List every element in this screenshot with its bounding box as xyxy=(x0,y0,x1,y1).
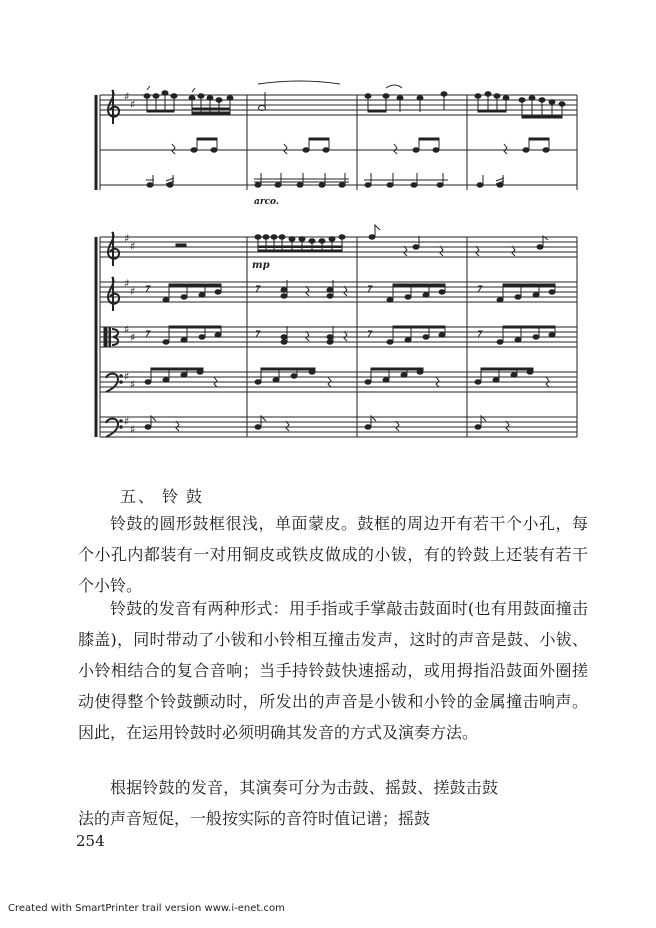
note-group xyxy=(258,81,340,111)
whole-rest xyxy=(176,244,186,247)
svg-text:♯: ♯ xyxy=(130,98,136,111)
note-group xyxy=(146,280,555,302)
note-group xyxy=(172,138,549,154)
bass-clef-icon xyxy=(106,374,122,392)
svg-text:♯: ♯ xyxy=(130,423,136,436)
bass-clef-icon xyxy=(106,419,122,437)
staff-8 xyxy=(100,417,577,437)
section-number: 五、 xyxy=(120,487,157,506)
footer-watermark: Created with SmartPrinter trail version www.i-enet.com xyxy=(8,903,285,914)
page-number: 254 xyxy=(76,832,105,850)
paragraph-2: 铃鼓的发音有两种形式：用手指或手掌敲击鼓面时(也有用鼓面撞击膝盖)，同时带动了小钹和小铃相互撞击发声，这时的声音是鼓、小钹、小铃相结合的复合音响；当手持铃鼓快速摇动，或用拇指沿鼓面外圈搓动使得整个铃鼓颤动时，所发出的声音是小钹和小铃的金属撞击响声。因此，在运用铃鼓时必须明确其发音的方式及演奏方法。 xyxy=(78,599,588,742)
svg-text:♯: ♯ xyxy=(124,370,130,383)
svg-text:♯: ♯ xyxy=(130,331,136,344)
svg-text:♯: ♯ xyxy=(124,277,130,290)
key-signature: ♯ xyxy=(124,90,130,103)
dynamic-marking: mp xyxy=(252,260,270,271)
staff-7 xyxy=(100,372,577,392)
section-heading xyxy=(120,484,204,507)
note-group xyxy=(365,85,447,112)
paragraph-3: 根据铃鼓的发音，其演奏可分为击鼓、摇鼓、搓鼓击鼓法的声音短促，一般按实际的音符时值记谱；摇鼓 xyxy=(78,778,498,828)
paragraph-1: 铃鼓的圆形鼓框很浅，单面蒙皮。鼓框的周边开有若干个小孔，每个小孔内都装有一对用铜皮或铁皮做成的小钹，有的铃鼓上还装有若干个小铃。 xyxy=(78,514,588,595)
note-group xyxy=(145,416,509,431)
svg-text:♯: ♯ xyxy=(124,232,130,245)
staff-6 xyxy=(100,327,577,347)
note-group xyxy=(146,326,555,344)
arco-marking: arco. xyxy=(254,197,280,207)
svg-text:♯: ♯ xyxy=(124,323,130,336)
svg-text:♯: ♯ xyxy=(130,378,136,391)
section-title-char1: 铃 xyxy=(162,487,181,506)
note-group xyxy=(176,225,548,256)
svg-text:♯: ♯ xyxy=(124,415,130,428)
svg-text:♯: ♯ xyxy=(130,240,136,253)
section-title-char2: 鼓 xyxy=(186,487,205,506)
svg-text:♯: ♯ xyxy=(130,285,136,298)
